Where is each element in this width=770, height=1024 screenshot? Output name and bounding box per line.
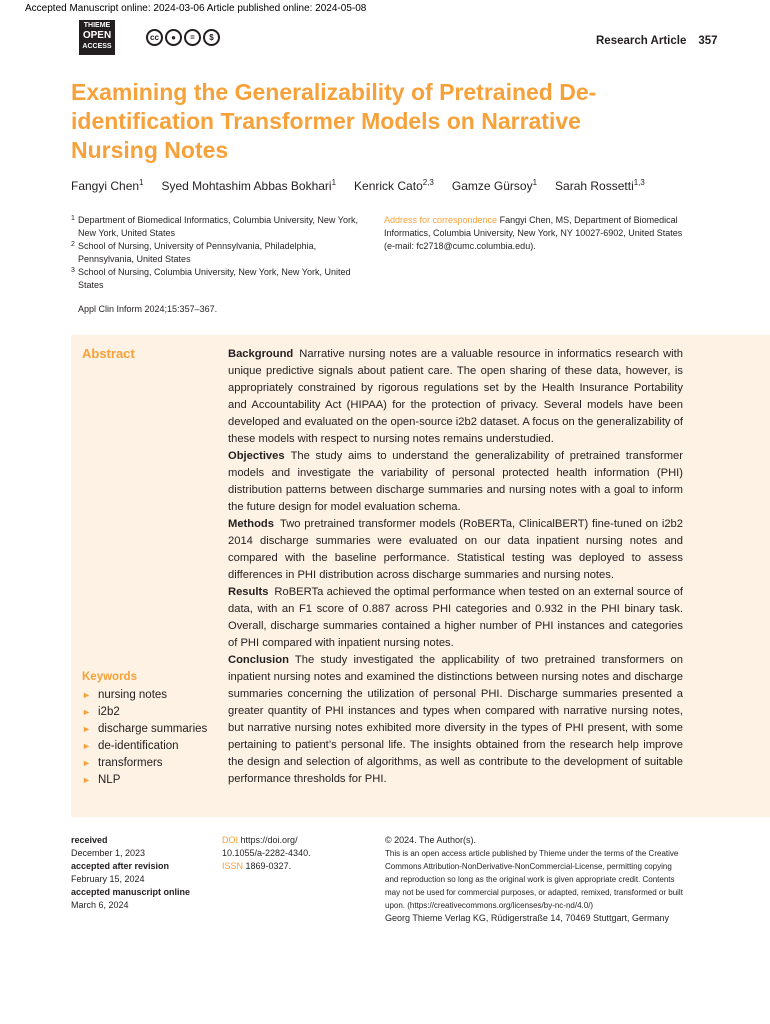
revision-date: February 15, 2024 xyxy=(71,874,145,884)
article-type: Research Article xyxy=(596,35,687,47)
abstract-section: Objectives The study aims to understand the generalizability of pretrained transformer models and investigate the variability of personal protected health information (PHI) distribution patterns between discharge summaries and nursing notes with a goal to inform the future design for model evaluation schema. xyxy=(228,450,683,513)
doi-link[interactable]: https://doi.org/ xyxy=(240,835,298,845)
keywords-list xyxy=(82,687,207,789)
copyright-line: © 2024. The Author(s). xyxy=(385,835,477,845)
keyword: ► de-identification xyxy=(82,738,207,755)
copyright-notice xyxy=(385,834,685,925)
correspondence-label: Address for correspondence xyxy=(384,215,498,225)
keyword: ► i2b2 xyxy=(82,704,207,721)
logo-line-1: THIEME xyxy=(83,22,111,29)
issn-label: ISSN xyxy=(222,861,244,871)
affiliations xyxy=(71,214,371,292)
affiliation: 2 School of Nursing, University of Pennsylvania, Philadelphia, Pennsylvania, United States xyxy=(71,241,317,264)
abstract-section: Methods Two pretrained transformer models (RoBERTa, ClinicalBERT) fine-tuned on i2b2 2014 discharge summaries were evaluated on our data inpatient nursing notes and compared with the baseline performance. Statistical testing was deployed to assess differences in PHI distribution across discharge summaries and nursing notes. xyxy=(228,518,683,581)
top-bar xyxy=(0,0,770,20)
article-title: Examining the Generalizability of Pretrained De-identification Transformer Models on Narrative Nursing Notes xyxy=(71,79,597,163)
arrow-icon: ► xyxy=(82,741,91,751)
issn-number: 1869-0327. xyxy=(245,861,292,871)
affiliation: 1 Department of Biomedical Informatics, Columbia University, New York, New York, United States xyxy=(71,215,358,238)
license-text: This is an open access article published by Thieme under the terms of the Creative Commons Attribution-NonDerivative-NonCommercial-License, permitting copying and reproduction so long as the original work is given appropriate credit. Contents may not be used for commercial purposes, or adapted, remixed, transformed or built upon. (https://creativecommons.org/licenses/by-nc-nd/4.0/) xyxy=(385,849,683,910)
author: Sarah Rossetti$^{1,3}$ xyxy=(555,178,645,193)
logo-line-3: ACCESS xyxy=(82,43,112,50)
arrow-icon: ► xyxy=(82,707,91,717)
by-icon: ● xyxy=(165,29,182,46)
author: Syed Mohtashim Abbas Bokhari$^1$ xyxy=(161,178,337,193)
citation: Appl Clin Inform 2024;15:357–367. xyxy=(78,304,218,314)
arrow-icon: ► xyxy=(82,724,91,734)
abstract-section: Background Narrative nursing notes are a valuable resource in informatics research with unique predictive signals about patient care. The open sharing of these data, however, is appropriately constrained by rigorous regulations set by the Health Insurance Portability and Accountability Act (HIPAA) for the protection of privacy. Several models have been developed and evaluated on the open-source i2b2 dataset. A focus on the generalizability of these models with respect to nursing notes remains understudied. xyxy=(228,348,683,445)
received-label: received xyxy=(71,835,108,845)
publisher-address: Georg Thieme Verlag KG, Rüdigerstraße 14, 70469 Stuttgart, Germany xyxy=(385,913,669,923)
abstract-label: Abstract xyxy=(82,346,135,361)
thieme-open-access-logo xyxy=(79,20,115,55)
received-date: December 1, 2023 xyxy=(71,848,146,858)
correspondence xyxy=(384,214,684,253)
abstract-section: Results RoBERTa achieved the optimal performance when tested on an external source of data, with an F1 score of 0.887 across PHI categories and 0.932 in the PHI binary task. Overall, discharge summaries contained a higher number of PHI instances and categories of PHI compared with inpatient nursing notes. xyxy=(228,586,683,649)
doi-number[interactable]: 10.1055/a-2282-4340. xyxy=(222,848,311,858)
keywords-label: Keywords xyxy=(82,671,137,683)
arrow-icon: ► xyxy=(82,690,91,700)
nc-icon: $ xyxy=(203,29,220,46)
logo-line-2: OPEN xyxy=(82,30,112,41)
keyword: ► NLP xyxy=(82,772,207,789)
abstract-section: Conclusion The study investigated the applicability of two pretrained transformers on inpatient nursing notes and examined the distinctions between nursing notes and discharge summaries concerning the utilization of personal PHI. Discharge summaries presented a greater quantity of PHI instances and types when compared with narrative nursing notes, but narrative nursing notes exhibited more diversity in the types of PHI present, with some pertaining to patient’s personal life. The insights obtained from the research help improve the design and selection of algorithms, as well as contribute to the development of suitable performance thresholds for PHI. xyxy=(228,654,683,785)
cc-icon: cc xyxy=(146,29,163,46)
accepted-date: March 6, 2024 xyxy=(71,900,129,910)
keyword: ► nursing notes xyxy=(82,687,207,704)
accepted-label: accepted manuscript online xyxy=(71,887,191,897)
publication-stamp: Accepted Manuscript online: 2024-03-06 Article published online: 2024-05-08 xyxy=(25,3,367,14)
arrow-icon: ► xyxy=(82,775,91,785)
abstract-body xyxy=(228,346,683,788)
nd-icon: = xyxy=(184,29,201,46)
affiliation: 3 School of Nursing, Columbia University, New York, New York, United States xyxy=(71,267,351,290)
author: Gamze Gürsoy$^1$ xyxy=(451,178,538,193)
keyword: ► discharge summaries xyxy=(82,721,207,738)
article-dates xyxy=(71,834,190,912)
revision-label: accepted after revision xyxy=(71,861,170,871)
author: Kenrick Cato$^{2,3}$ xyxy=(354,178,434,193)
article-identifiers xyxy=(222,834,311,873)
author: Fangyi Chen$^1$ xyxy=(71,178,144,193)
license-icons xyxy=(146,29,220,47)
author-list xyxy=(71,178,751,193)
page-number: 357 xyxy=(698,35,718,47)
arrow-icon: ► xyxy=(82,758,91,768)
keyword: ► transformers xyxy=(82,755,207,772)
correspondence-text: Fangyi Chen, MS, Department of Biomedical Informatics, Columbia University, New York, NY 10027-6902, United States (e-mail: fc2718@cumc.columbia.edu). xyxy=(384,215,683,251)
running-head xyxy=(596,35,718,47)
doi-label: DOI xyxy=(222,835,239,845)
